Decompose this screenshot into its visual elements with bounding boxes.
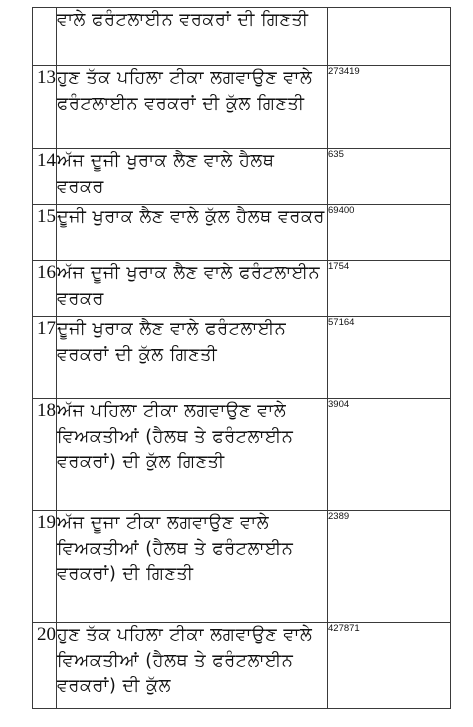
row-value: 3904 bbox=[328, 399, 451, 511]
row-number: 16 bbox=[33, 261, 57, 317]
row-number: 20 bbox=[33, 623, 57, 709]
row-number: 18 bbox=[33, 399, 57, 511]
row-value: 1754 bbox=[328, 261, 451, 317]
row-number: 15 bbox=[33, 205, 57, 261]
row-number: 19 bbox=[33, 511, 57, 623]
row-value: 2389 bbox=[328, 511, 451, 623]
vaccination-table bbox=[32, 7, 451, 709]
row-description: ਅੱਜ ਦੂਜੀ ਖੁਰਾਕ ਲੈਣ ਵਾਲੇ ਹੈਲਥ ਵਰਕਰ bbox=[57, 149, 328, 205]
row-number: 17 bbox=[33, 317, 57, 399]
table-row bbox=[33, 511, 451, 623]
row-value: 427871 bbox=[328, 623, 451, 709]
table-row bbox=[33, 66, 451, 149]
table-row bbox=[33, 8, 451, 66]
table-row bbox=[33, 205, 451, 261]
table-row bbox=[33, 623, 451, 709]
row-description: ਅੱਜ ਦੂਜਾ ਟੀਕਾ ਲਗਵਾਉਣ ਵਾਲੇ ਵਿਅਕਤੀਆਂ (ਹੈਲਥ ਤੇ ਫਰੰਟਲਾਈਨ ਵਰਕਰਾਂ) ਦੀ ਗਿਣਤੀ bbox=[57, 511, 328, 623]
row-description: ਵਾਲੇ ਫਰੰਟਲਾਈਨ ਵਰਕਰਾਂ ਦੀ ਗਿਣਤੀ bbox=[57, 8, 328, 66]
row-value: 635 bbox=[328, 149, 451, 205]
row-number bbox=[33, 8, 57, 66]
table-row bbox=[33, 399, 451, 511]
table-row bbox=[33, 317, 451, 399]
row-description: ਹੁਣ ਤੱਕ ਪਹਿਲਾ ਟੀਕਾ ਲਗਵਾਉਣ ਵਾਲੇ ਵਿਅਕਤੀਆਂ (ਹੈਲਥ ਤੇ ਫਰੰਟਲਾਈਨ ਵਰਕਰਾਂ) ਦੀ ਕੁੱਲ bbox=[57, 623, 328, 709]
row-description: ਹੁਣ ਤੱਕ ਪਹਿਲਾ ਟੀਕਾ ਲਗਵਾਉਣ ਵਾਲੇ ਫਰੰਟਲਾਈਨ ਵਰਕਰਾਂ ਦੀ ਕੁੱਲ ਗਿਣਤੀ bbox=[57, 66, 328, 149]
table-row bbox=[33, 261, 451, 317]
row-description: ਦੂਜੀ ਖੁਰਾਕ ਲੈਣ ਵਾਲੇ ਕੁੱਲ ਹੈਲਥ ਵਰਕਰ bbox=[57, 205, 328, 261]
table-row bbox=[33, 149, 451, 205]
row-number: 14 bbox=[33, 149, 57, 205]
row-value: 57164 bbox=[328, 317, 451, 399]
row-value: 69400 bbox=[328, 205, 451, 261]
row-value: 273419 bbox=[328, 66, 451, 149]
row-description: ਅੱਜ ਦੂਜੀ ਖੁਰਾਕ ਲੈਣ ਵਾਲੇ ਫਰੰਟਲਾਈਨ ਵਰਕਰ bbox=[57, 261, 328, 317]
row-description: ਅੱਜ ਪਹਿਲਾ ਟੀਕਾ ਲਗਵਾਉਣ ਵਾਲੇ ਵਿਅਕਤੀਆਂ (ਹੈਲਥ ਤੇ ਫਰੰਟਲਾਈਨ ਵਰਕਰਾਂ) ਦੀ ਕੁੱਲ ਗਿਣਤੀ bbox=[57, 399, 328, 511]
row-value bbox=[328, 8, 451, 66]
row-description: ਦੂਜੀ ਖੁਰਾਕ ਲੈਣ ਵਾਲੇ ਫਰੰਟਲਾਈਨ ਵਰਕਰਾਂ ਦੀ ਕੁੱਲ ਗਿਣਤੀ bbox=[57, 317, 328, 399]
row-number: 13 bbox=[33, 66, 57, 149]
